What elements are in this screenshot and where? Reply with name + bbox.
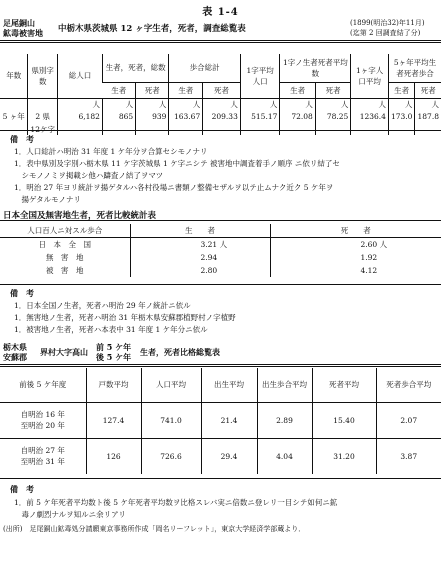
section3-heading-b2: 後 5 ケ年 [96,352,132,362]
section1-heading: 中栃木県茨城県 12 ヶ字生者，死者，調査総覧表 [58,24,246,34]
col-avg-pop: 1字平均人口 [240,54,280,98]
source-line: (出所) 足尾銅山鉱毒処分請願東京事務所作成「岡名リーフレット」，東京大学経済学部蔵より． [3,525,306,533]
cell-deaths: 939 [136,110,169,124]
unit: 人 [57,98,102,110]
cell-birth-rate: 2.89 [257,402,312,438]
col-5yr-avg: 5ヶ年平均生者死者歩合 [388,54,441,82]
header-row [0,368,441,402]
col-avg-births-deaths: 1字ノ生者死者平均数 [280,54,351,82]
note-line: 毒ノ劇烈ナルヲ知ルニ余リアリ [14,510,126,519]
org-label-3: 栃木県 [3,342,27,352]
unit: 人 [351,98,389,110]
unit: 人 [102,98,135,110]
cell-death: 1.92 [360,253,378,262]
data-row-2 [0,124,441,135]
org-label-4: 安蘇郡 [3,352,27,362]
cell-death-rate: 209.33 [203,110,241,124]
period-table [0,368,441,474]
section3-heading-c: 生者，死者比格総覧表 [140,347,220,357]
cell-avg-deaths: 78.25 [315,110,350,124]
cell-years: 5 ヶ年 [2,112,25,121]
cell-death-rate: 2.07 [376,402,441,438]
cell-death-rate: 3.87 [376,438,441,474]
notes-title-2: 備 考 [10,288,34,298]
unit: 人 [169,98,203,110]
period-to: 至明治 20 年 [20,421,65,430]
cell-total-pop: 6,182 [57,110,102,124]
col-period: 前後 5 ケ年度 [19,380,67,390]
unit: 人 [280,98,315,110]
col-ratio: 人口百人ニ対スル歩合 [0,224,130,238]
col-rate-total: 歩合総計 [169,54,240,82]
unit: 人 [388,98,414,110]
col-deaths: 死 者 [340,226,371,235]
note-line: シモノノミヲ掲載シ他ハ躊査ノ結了ヲマツ [14,171,164,180]
cell-birth: 2.80 [130,264,270,277]
survey-note: (迄第 2 回調査結了分) [350,29,421,37]
section3-heading-a: 界村大字高山 [40,347,88,357]
table-row [0,438,441,474]
cell-birth: 3.21 [200,240,218,249]
col-aza-avg: 1ヶ字人口平均 [351,54,389,98]
row-label: 被 害 地 [0,264,130,277]
col-pop: 人口平均 [141,368,201,402]
cell-deaths: 31.20 [312,438,376,474]
cell-aza: 12ケ字 [28,124,58,135]
col-households: 戸数平均 [86,368,141,402]
cell-avg-births: 72.08 [280,110,315,124]
period-to: 至明治 31 年 [20,457,65,467]
sub-avg-births: 生者 [280,82,315,98]
table-title: 表 1-4 [202,7,239,18]
unit-row [0,98,441,110]
rule [0,478,441,479]
cell-birth-rate: 163.67 [169,110,203,124]
sub-birth-rate: 生者 [169,82,203,98]
cell-households: 126 [86,438,141,474]
col-births: 出生平均 [201,368,257,402]
table-row [0,251,441,264]
sub-births: 生者 [111,85,127,95]
cell-deaths: 15.40 [312,402,376,438]
cell-births: 21.4 [201,402,257,438]
cell-pop: 726.6 [141,438,201,474]
table-row [0,264,441,277]
comparison-table [0,224,441,277]
sub-5yr-births: 生者 [388,82,414,98]
rule-top [0,40,441,43]
table-row [0,402,441,438]
row-label: 無 害 地 [0,251,130,264]
col-births-deaths: 生者，死者，総数 [102,54,168,82]
cell-pop: 741.0 [141,402,201,438]
note-line: 1．日本全国ノ生者，死者ハ明治 29 年ノ統計ニ依ル [14,301,191,310]
rule [0,364,441,367]
section3-heading-b1: 前 5 ケ年 [96,342,132,352]
org-label-2: 鉱毒被害地 [3,28,43,38]
cell-prefs: 2 県 [28,110,58,124]
note-line: 1．人口総計ハ明治 31 年度 1 ケ年分ヲ合算セシモノナリ [14,147,208,156]
sub-avg-deaths: 死者 [315,82,350,98]
unit: 人 [219,240,228,249]
sub-5yr-deaths: 死者 [415,82,441,98]
note-line: 1．被害地ノ生者，死者ハ本表中 31 年度 1 ケ年分ニ依ル [14,325,208,334]
org-label-1: 足尾銅山 [3,18,35,28]
rule [0,130,441,131]
period-from: 自明治 16 年 [20,410,65,419]
header-row [0,224,441,238]
notes-title-3: 備 考 [10,484,34,494]
unit: 人 [240,98,280,110]
section2-heading: 日本全国及無害地生者，死者比較統計表 [3,211,157,221]
cell-aza-avg: 1236.4 [351,110,389,124]
note-line: 1．表中県別及字別ハ栃木県 11 ケ字茨城県 1 ケ字ニシテ 被害地中調査着手ノ順序 ニ依リ結了セ [14,159,340,168]
cell-births: 865 [102,110,135,124]
note-line: 1．無害地ノ生者，死者ハ明治 31 年栃木県安蘇郡植野村ノ字植野 [14,313,236,322]
col-prefs: 県別字数 [28,54,58,98]
col-years: 年数 [6,71,22,81]
cell-death: 4.12 [360,266,378,275]
unit: 人 [315,98,350,110]
col-birth-rate: 出生歩合平均 [257,368,312,402]
cell-birth-rate: 4.04 [257,438,312,474]
note-line: 揚ゲタルモノナリ [14,195,82,204]
sub-deaths: 死者 [136,82,169,98]
table-row [0,238,441,252]
col-death-rate: 死者歩合平均 [376,368,441,402]
header-row [0,54,441,82]
note-line: 1．明治 27 年ヨリ統計ヲ揚ゲタルハ各村役場ニ書類ノ整備セザルヲ以テ止ムナク近ク 5 ケ年ヲ [14,183,334,192]
cell-5yr-deaths: 187.8 [415,110,441,124]
survey-table [0,54,441,135]
data-row [0,110,441,124]
notes-title-1: 備 考 [10,134,34,144]
period-from: 自明治 27 年 [20,446,65,456]
sub-death-rate: 死者 [203,82,241,98]
cell-avg-pop: 515.17 [240,110,280,124]
unit: 人 [136,98,169,110]
cell-birth: 2.94 [130,251,270,264]
cell-households: 127.4 [86,402,141,438]
col-births: 生 者 [130,224,270,238]
survey-date: (1899(明治32)年11月) [350,19,425,27]
row-label: 日 本 全 国 [0,238,130,252]
col-total-pop: 総人口 [57,54,102,98]
unit: 人 [379,240,388,249]
cell-5yr-births: 173.0 [388,110,414,124]
unit: 人 [203,98,241,110]
rule [0,220,441,221]
cell-births: 29.4 [201,438,257,474]
unit: 人 [415,98,441,110]
rule [0,284,441,285]
cell-death: 2.60 [360,240,378,249]
note-line: 1．前 5 ケ年死者平均数ト後 5 ケ年死者平均数ヲ比格スレバ実ニ倍数ニ登レリ一目シテ如何ニ鉱 [14,498,338,507]
col-deaths: 死者平均 [312,368,376,402]
